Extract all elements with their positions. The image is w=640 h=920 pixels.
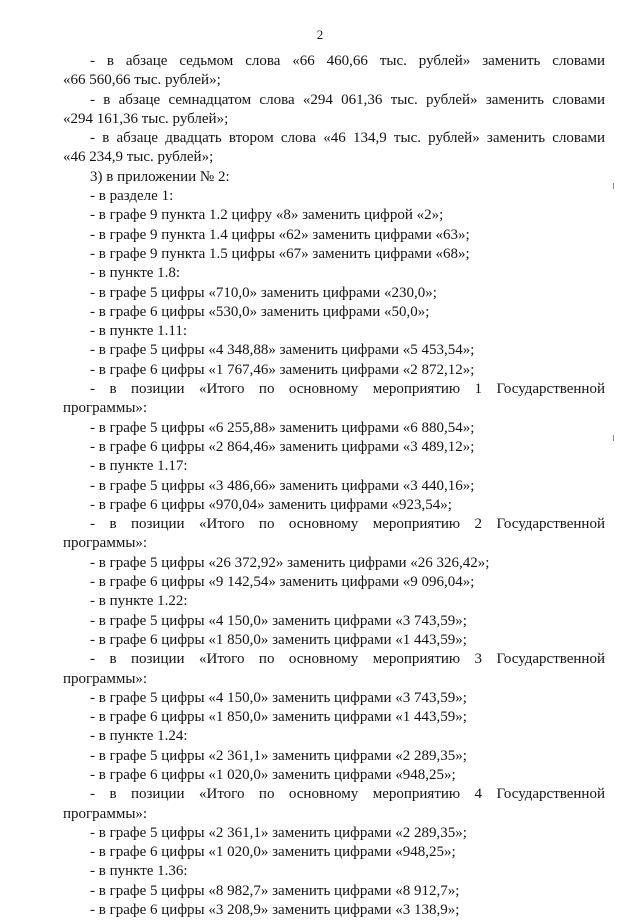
- document-line: - в графе 6 цифры «1 020,0» заменить цифрами «948,25»;: [90, 766, 456, 783]
- document-line: - в графе 5 цифры «710,0» заменить цифрами «230,0»;: [90, 284, 437, 301]
- document-line: - в пункте 1.24:: [90, 728, 188, 745]
- document-line: - в абзаце двадцать втором слова «46 134,9 тыс. рублей» заменить словами: [90, 130, 605, 147]
- document-line: - в графе 6 цифры «1 850,0» заменить цифрами «1 443,59»;: [90, 631, 467, 648]
- document-line: - в графе 6 цифры «1 020,0» заменить цифрами «948,25»;: [90, 844, 456, 861]
- document-line: - в позиции «Итого по основному мероприятию 1 Государственной: [90, 381, 605, 398]
- document-line: - в графе 6 цифры «3 208,9» заменить цифрами «3 138,9»;: [90, 902, 460, 919]
- document-line: - в позиции «Итого по основному мероприятию 2 Государственной: [90, 516, 605, 533]
- document-line: - в графе 5 цифры «6 255,88» заменить цифрами «6 880,54»;: [90, 419, 475, 436]
- scan-artifact-mark: [613, 183, 614, 189]
- document-line: программы»:: [63, 805, 148, 822]
- document-line: - в графе 6 цифры «530,0» заменить цифрами «50,0»;: [90, 303, 430, 320]
- document-line: - в пункте 1.22:: [90, 593, 188, 610]
- document-line: 3) в приложении № 2:: [90, 168, 230, 185]
- document-line: - в графе 5 цифры «4 348,88» заменить цифрами «5 453,54»;: [90, 342, 475, 359]
- document-line: - в абзаце семнадцатом слова «294 061,36 тыс. рублей» заменить словами: [90, 91, 605, 108]
- document-line: - в пункте 1.11:: [90, 323, 188, 340]
- document-line: - в пункте 1.17:: [90, 458, 188, 475]
- document-line: - в позиции «Итого по основному мероприятию 4 Государственной: [90, 786, 605, 803]
- document-line: - в графе 5 цифры «2 361,1» заменить цифрами «2 289,35»;: [90, 747, 467, 764]
- document-line: программы»:: [63, 400, 148, 417]
- document-line: «66 560,66 тыс. рублей»;: [63, 72, 221, 89]
- document-line: - в абзаце седьмом слова «66 460,66 тыс. рублей» заменить словами: [90, 53, 605, 69]
- document-line: - в графе 9 пункта 1.4 цифры «62» заменить цифрами «63»;: [90, 226, 470, 243]
- document-line: - в графе 5 цифры «4 150,0» заменить цифрами «3 743,59»;: [90, 689, 467, 706]
- document-line: - в графе 6 цифры «1 850,0» заменить цифрами «1 443,59»;: [90, 709, 467, 726]
- page-number: 2: [316, 27, 324, 42]
- document-line: - в разделе 1:: [90, 188, 174, 205]
- document-line: - в позиции «Итого по основному мероприятию 3 Государственной: [90, 651, 605, 668]
- document-line: - в графе 6 цифры «2 864,46» заменить цифрами «3 489,12»;: [90, 438, 475, 455]
- document-line: - в графе 9 пункта 1.5 цифры «67» заменить цифрами «68»;: [90, 245, 470, 262]
- scan-artifact-mark: [613, 435, 614, 441]
- document-line: - в графе 5 цифры «8 982,7» заменить цифрами «8 912,7»;: [90, 882, 460, 899]
- document-line: - в пункте 1.8:: [90, 265, 181, 282]
- document-line: - в графе 5 цифры «4 150,0» заменить цифрами «3 743,59»;: [90, 612, 467, 629]
- document-line: - в графе 6 цифры «9 142,54» заменить цифрами «9 096,04»;: [90, 574, 475, 591]
- document-line: - в графе 5 цифры «26 372,92» заменить цифрами «26 326,42»;: [90, 554, 490, 571]
- document-line: - в графе 5 цифры «3 486,66» заменить цифрами «3 440,16»;: [90, 477, 475, 494]
- document-line: программы»:: [63, 670, 148, 687]
- document-line: программы»:: [63, 535, 148, 552]
- document-line: «46 234,9 тыс. рублей»;: [63, 149, 214, 166]
- document-line: - в пункте 1.36:: [90, 863, 188, 880]
- document-line: - в графе 6 цифры «1 767,46» заменить цифрами «2 872,12»;: [90, 361, 475, 378]
- document-line: - в графе 5 цифры «2 361,1» заменить цифрами «2 289,35»;: [90, 824, 467, 841]
- document-line: - в графе 6 цифры «970,04» заменить цифрами «923,54»;: [90, 496, 452, 513]
- document-line: - в графе 9 пункта 1.2 цифру «8» заменить цифрой «2»;: [90, 207, 444, 224]
- document-body: [63, 52, 605, 920]
- document-line: «294 161,36 тыс. рублей»;: [63, 110, 229, 127]
